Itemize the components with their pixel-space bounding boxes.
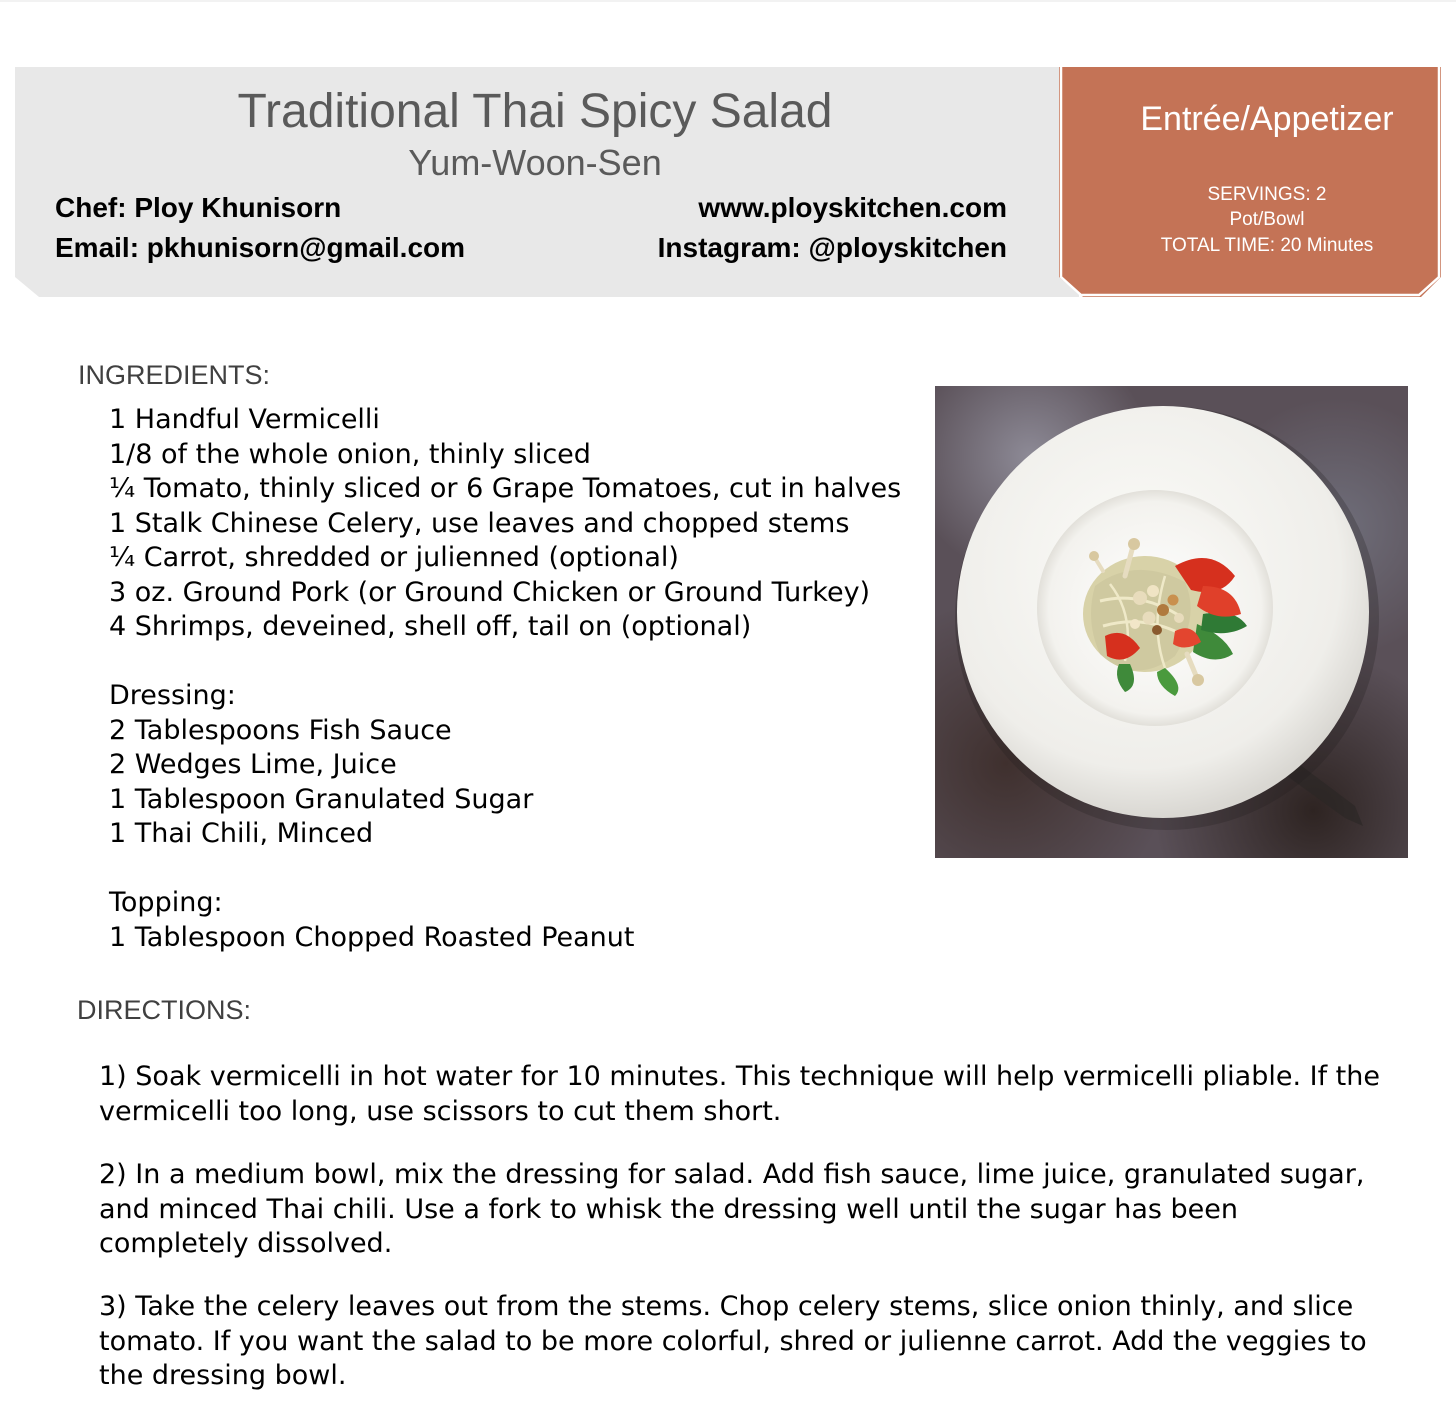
ingredient-item: ¼ Tomato, thinly sliced or 6 Grape Tomatoes, cut in halves <box>109 473 902 504</box>
ingredient-item: 3 oz. Ground Pork (or Ground Chicken or Ground Turkey) <box>109 576 871 608</box>
ingredients-heading: INGREDIENTS: <box>78 360 271 390</box>
salad-plate-illustration <box>935 386 1408 858</box>
list-spacer <box>109 852 901 887</box>
dressing-label: Dressing: <box>109 680 236 711</box>
ingredient-item: 4 Shrimps, deveined, shell off, tail on (optional) <box>109 611 752 642</box>
chef-email: Email: pkhunisorn@gmail.com <box>55 232 466 263</box>
list-spacer <box>109 645 901 680</box>
directions-heading: DIRECTIONS: <box>77 995 252 1025</box>
servings-info: SERVINGS: 2 <box>1207 184 1327 205</box>
topping-item: 1 Tablespoon Chopped Roasted Peanut <box>109 921 635 953</box>
direction-step-2: 2) In a medium bowl, mix the dressing for salad. Add fish sauce, lime juice, granulated sugar, and minced Thai chili. Use a fork to whisk the dressing well until the sugar has been completely dissolved. <box>99 1159 1365 1259</box>
dish-photo <box>935 386 1408 858</box>
total-time-info: TOTAL TIME: 20 Minutes <box>1160 235 1374 256</box>
dressing-item: 2 Tablespoons Fish Sauce <box>109 714 452 746</box>
ingredient-item: 1 Stalk Chinese Celery, use leaves and chopped stems <box>109 507 850 539</box>
top-rule <box>0 0 1456 2</box>
dressing-item: 1 Tablespoon Granulated Sugar <box>109 783 534 815</box>
ingredient-item: 1/8 of the whole onion, thinly sliced <box>109 438 591 470</box>
topping-label: Topping: <box>109 887 223 918</box>
recipe-title: Traditional Thai Spicy Salad <box>237 85 833 138</box>
chef-website: www.ployskitchen.com <box>698 192 1007 223</box>
vessel-info: Pot/Bowl <box>1229 209 1305 230</box>
direction-step-1: 1) Soak vermicelli in hot water for 10 minutes. This technique will help vermicelli pliable. If the vermicelli too long, use scissors to cut them short. <box>99 1061 1380 1127</box>
direction-step-3: 3) Take the celery leaves out from the stems. Chop celery stems, slice onion thinly, and slice tomato. If you want the salad to be more colorful, shred or julienne carrot. Add the veggies to the dressing bowl. <box>99 1291 1367 1391</box>
chef-instagram: Instagram: @ployskitchen <box>657 232 1007 263</box>
ingredient-item: 1 Handful Vermicelli <box>109 404 380 435</box>
ingredient-item: ¼ Carrot, shredded or julienned (optional) <box>109 542 679 573</box>
recipe-subtitle: Yum-Woon-Sen <box>408 142 662 183</box>
dressing-item: 1 Thai Chili, Minced <box>109 818 374 849</box>
dressing-item: 2 Wedges Lime, Juice <box>109 749 397 780</box>
category-label: Entrée/Appetizer <box>1140 100 1394 138</box>
chef-name: Chef: Ploy Khunisorn <box>55 192 342 223</box>
ingredient-list <box>109 403 901 955</box>
